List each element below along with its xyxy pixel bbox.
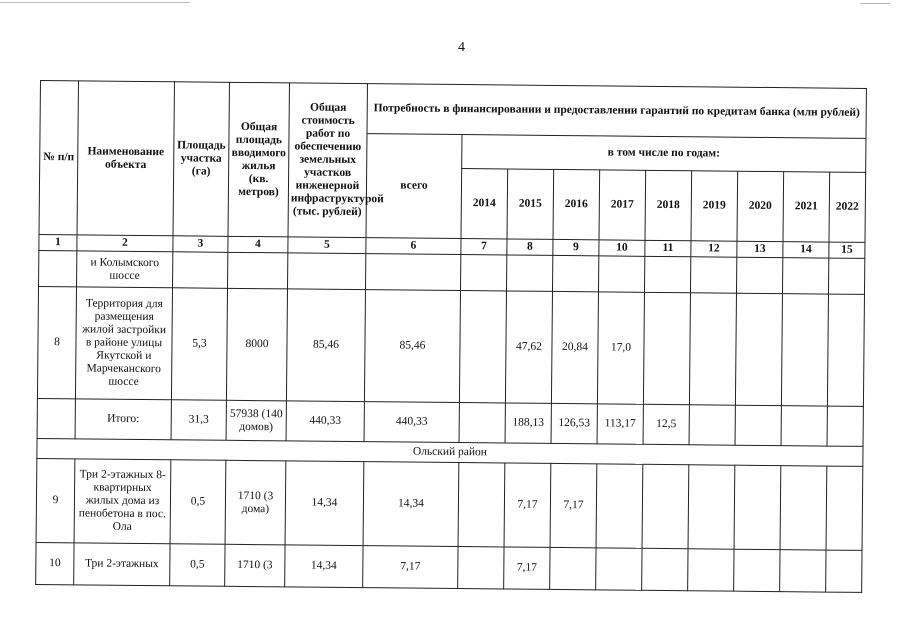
housing-value: 8000 [226,288,287,401]
year-2015-value: 7,17 [504,463,551,547]
cell-empty [458,463,505,547]
column-number: 14 [783,242,829,258]
header-by-years: в том числе по годам: [462,135,866,173]
header-year: 2017 [599,170,646,240]
area-value: 0,5 [170,460,226,545]
header-row-1 [40,81,866,139]
cost-value: 440,33 [286,401,364,442]
cell-empty [288,253,366,290]
header-year: 2018 [645,170,692,240]
cell-empty [688,465,735,549]
row-index: 10 [36,542,74,584]
column-number: 5 [288,237,366,254]
cell-empty [781,294,828,406]
column-number: 9 [553,239,599,255]
column-number: 7 [461,239,507,255]
scan-artifact [0,2,190,3]
header-name: Наименование объекта [77,81,174,236]
column-number: 11 [645,240,691,256]
year-2018-value: 12,5 [643,404,689,444]
cell-empty [366,254,461,291]
year-2015-value: 7,17 [504,547,550,589]
header-year: 2014 [461,169,508,239]
year-2016-value: 126,53 [551,403,597,443]
cell-empty [734,549,780,591]
object-name: и Колымского шоссе [77,251,173,288]
year-2015-value: 47,62 [505,291,552,403]
cell-empty [734,465,781,549]
column-number: 2 [77,235,173,252]
cell-empty [689,293,736,405]
cost-value: 85,46 [286,289,365,402]
header-year: 2019 [691,171,738,241]
column-number: 10 [599,240,645,256]
object-name: Три 2-этажных 8-квартирных жилых дома из пенобетона в пос. Ола [74,459,171,544]
year-2016-value: 20,84 [551,291,598,403]
cell-empty [550,547,596,589]
row-index: 8 [37,286,76,398]
cell-empty [552,255,598,291]
table-row-10 [36,542,862,592]
cell-empty [826,466,863,550]
column-number: 12 [691,241,737,257]
header-total: всего [366,134,462,239]
header-need: Потребность в финансировании и предоставлении гарантий по кредитам банка (млн рублей) [367,84,866,139]
cell-empty [781,406,827,446]
total-value: 14,34 [363,462,459,547]
cell-empty [596,464,643,548]
total-value: 440,33 [364,402,459,443]
table-row-9 [36,458,863,550]
cell-empty [173,252,228,289]
cell-empty [782,258,828,294]
table-row-8 [37,286,864,406]
cell-empty [736,257,782,293]
year-2014-value [459,291,506,403]
header-year: 2022 [829,172,866,242]
cell-empty [596,548,642,590]
page-number: 4 [458,40,465,55]
header-year: 2020 [737,171,784,241]
column-number: 8 [507,239,553,255]
total-value: 85,46 [364,290,460,403]
scan-artifact [860,3,890,4]
cell-empty [642,548,688,590]
cell-empty [39,250,77,286]
housing-value: 1710 (3 [225,544,285,587]
cell-empty [780,466,827,550]
header-year: 2016 [553,169,600,239]
row-index: 9 [36,458,75,542]
column-number: 3 [173,236,228,253]
year-2017-value: 113,17 [597,404,643,444]
cost-value: 14,34 [285,545,363,588]
cell-empty [598,256,644,292]
header-index: № п/п [39,81,78,235]
column-number: 4 [228,236,288,253]
cell-empty [643,292,690,404]
cell-empty [460,255,506,291]
cell-empty [642,464,689,548]
cell-empty [826,550,862,592]
column-number: 15 [829,242,865,258]
cell-empty [780,550,826,592]
cell-empty [458,547,504,589]
header-cost: Общая стоимость работ по обеспечению земельных участков инженерной инфраструктурой (тыс. рублей) [288,83,367,238]
cell-empty [644,256,690,292]
cell-empty [735,405,781,445]
area-value: 31,3 [171,400,226,441]
year-2016-value: 7,17 [550,463,597,547]
cost-value: 14,34 [285,461,364,546]
cell-empty [689,405,735,445]
cell-empty [828,258,864,294]
column-number: 1 [39,234,77,250]
housing-value: 57938 (140 домов) [226,400,286,441]
cell-empty [735,293,782,405]
area-value: 5,3 [171,288,227,401]
cell-empty [688,549,734,591]
cell-empty [827,406,863,446]
header-year: 2021 [783,172,830,242]
section-title: Ольский район [37,438,863,466]
column-number: 6 [366,238,461,255]
cell-empty [690,257,736,293]
financing-table [35,80,867,593]
header-year: 2015 [507,169,554,239]
cell-empty [459,403,505,443]
cell-empty [228,252,288,289]
total-value: 7,17 [363,546,458,589]
cell-empty [827,294,864,406]
year-2015-value: 188,13 [505,403,551,443]
object-name: Территория для размещения жилой застройки в районе улицы Якутской и Марчеканского шоссе [75,287,172,400]
year-2017-value: 17,0 [597,292,644,404]
header-housing: Общая площадь вводимого жилья (кв. метров) [228,82,289,237]
column-number: 13 [737,241,783,257]
cell-empty [37,398,75,438]
housing-value: 1710 (3 дома) [225,460,286,545]
totals-label: Итого: [75,399,171,440]
cell-empty [506,255,552,291]
header-area: Площадь участка (га) [173,82,229,237]
area-value: 0,5 [170,544,225,587]
object-name: Три 2-этажных [74,543,170,586]
